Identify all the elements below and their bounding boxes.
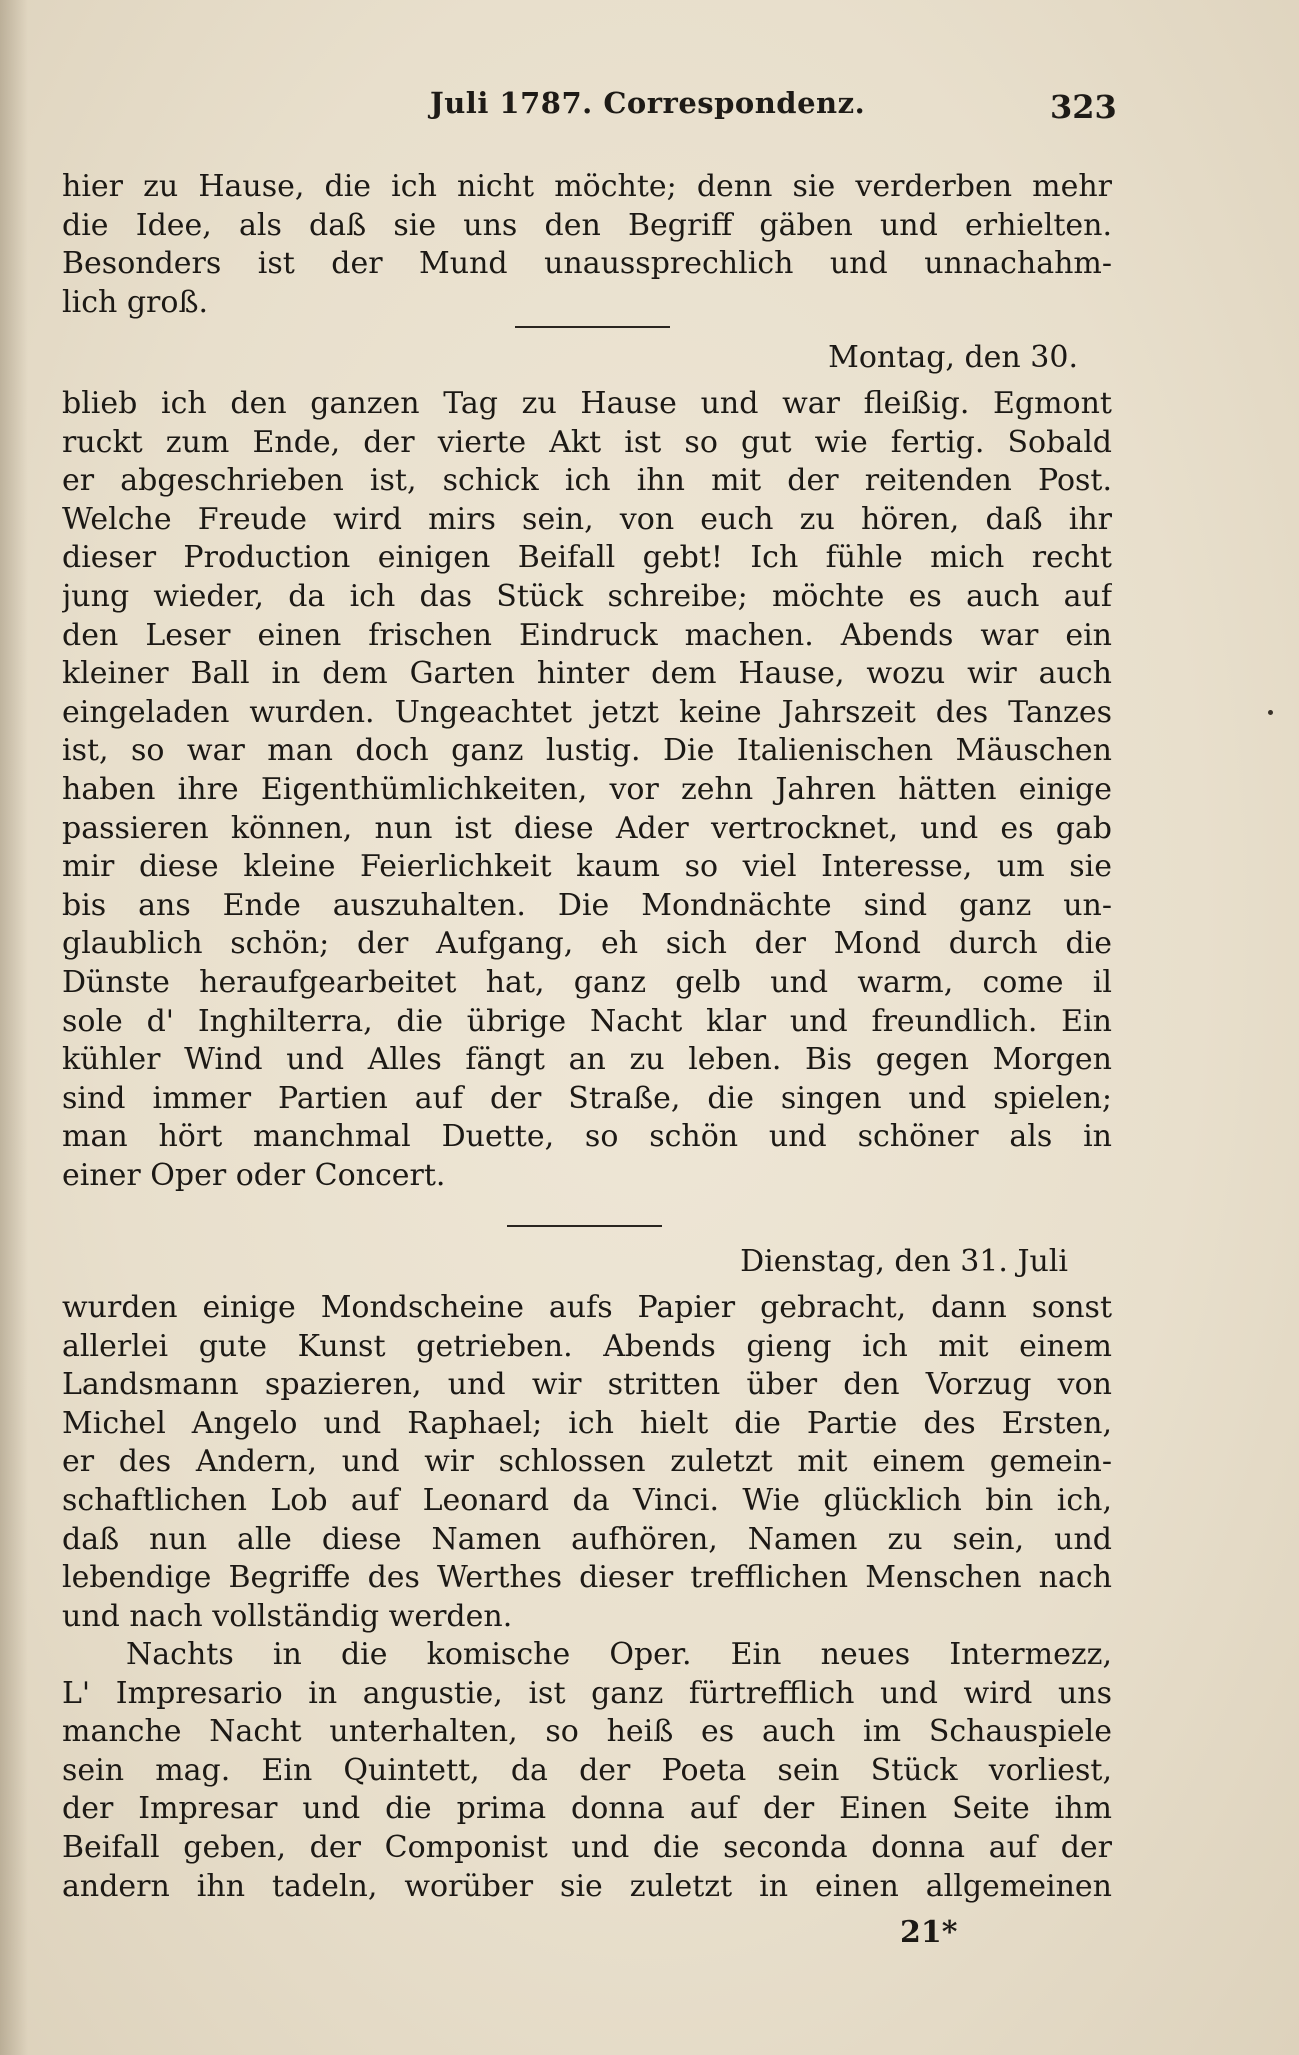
text-line: hier zu Hause, die ich nicht möchte; denn sie verderben mehr — [62, 169, 1112, 204]
text-line: glaublich schön; der Aufgang, eh sich der Mond durch die — [62, 926, 1112, 962]
text-line: die Idee, als daß sie uns den Begriff gäben und erhielten. — [62, 207, 1112, 243]
text-line: Nachts in die komische Oper. Ein neues Intermezz, — [126, 1637, 1112, 1672]
entry-tuesday — [62, 1289, 1112, 1636]
text-line: ruckt zum Ende, der vierte Akt ist so gut wie fertig. Sobald — [62, 424, 1112, 460]
text-line: manche Nacht unterhalten, so heiß es auch im Schauspiele — [62, 1714, 1112, 1750]
text-line: der Impresar und die prima donna auf der Einen Seite ihm — [62, 1791, 1112, 1827]
dateline-tuesday: Dienstag, den 31. Juli — [740, 1244, 1068, 1279]
text-line: eingeladen wurden. Ungeachtet jetzt keine Jahrszeit des Tanzes — [62, 694, 1112, 730]
text-line: kleiner Ball in dem Garten hinter dem Hause, wozu wir auch — [62, 656, 1112, 692]
text-line: bis ans Ende auszuhalten. Die Mondnächte sind ganz un- — [62, 887, 1112, 923]
text-line: Welche Freude wird mirs sein, von euch zu hören, daß ihr — [62, 501, 1112, 537]
printer-signature: 21* — [900, 1915, 958, 1950]
text-line: passieren können, nun ist diese Ader vertrocknet, und es gab — [62, 810, 1112, 846]
text-line: allerlei gute Kunst getrieben. Abends gieng ich mit einem — [62, 1328, 1112, 1364]
text-line: er des Andern, und wir schlossen zuletzt mit einem gemein- — [62, 1444, 1112, 1480]
text-line: Dünste heraufgearbeitet hat, ganz gelb und warm, come il — [62, 964, 1112, 1000]
text-line: den Leser einen frischen Eindruck machen. Abends war ein — [62, 617, 1112, 653]
text-line: und nach vollständig werden. — [62, 1598, 513, 1634]
paragraph-opera — [62, 1636, 1112, 1906]
text-line: jung wieder, da ich das Stück schreibe; möchte es auch auf — [62, 578, 1112, 614]
spine-shadow — [0, 0, 28, 2055]
section-divider — [515, 326, 670, 328]
text-line: sind immer Partien auf der Straße, die singen und spielen; — [62, 1080, 1112, 1116]
entry-monday — [62, 385, 1112, 1195]
text-line: haben ihre Eigenthümlichkeiten, vor zehn Jahren hätten einige — [62, 771, 1112, 807]
text-line: Besonders ist der Mund unaussprechlich und unnachahm- — [62, 246, 1112, 282]
page-header — [0, 82, 1299, 132]
text-line: L' Impresario in angustie, ist ganz fürtrefflich und wird uns — [62, 1675, 1112, 1711]
text-line: dieser Production einigen Beifall gebt! Ich fühle mich recht — [62, 540, 1112, 576]
text-line: Beifall geben, der Componist und die seconda donna auf der — [62, 1829, 1112, 1865]
text-line: schaftlichen Lob auf Leonard da Vinci. Wie glücklich bin ich, — [62, 1482, 1112, 1518]
text-line: daß nun alle diese Namen aufhören, Namen zu sein, und — [62, 1521, 1112, 1557]
paragraph-continuation — [62, 168, 1112, 322]
text-line: wurden einige Mondscheine aufs Papier gebracht, dann sonst — [62, 1290, 1112, 1325]
dateline-monday: Montag, den 30. — [828, 340, 1078, 375]
text-line: er abgeschrieben ist, schick ich ihn mit der reitenden Post. — [62, 463, 1112, 499]
text-line: lebendige Begriffe des Werthes dieser trefflichen Menschen nach — [62, 1560, 1112, 1596]
text-line: Landsmann spazieren, und wir stritten über den Vorzug von — [62, 1367, 1112, 1403]
paper-speck — [1268, 710, 1273, 715]
text-line: einer Oper oder Concert. — [62, 1157, 446, 1193]
text-line: ist, so war man doch ganz lustig. Die Italienischen Mäuschen — [62, 733, 1112, 769]
text-line: sein mag. Ein Quintett, da der Poeta sein Stück vorliest, — [62, 1752, 1112, 1788]
text-line: blieb ich den ganzen Tag zu Hause und war fleißig. Egmont — [62, 386, 1112, 421]
section-divider — [507, 1225, 662, 1227]
text-line: kühler Wind und Alles fängt an zu leben. Bis gegen Morgen — [62, 1042, 1112, 1078]
text-line: sole d' Inghilterra, die übrige Nacht klar und freundlich. Ein — [62, 1003, 1112, 1039]
text-line: Michel Angelo und Raphael; ich hielt die Partie des Ersten, — [62, 1405, 1112, 1441]
text-line: lich groß. — [62, 284, 209, 320]
text-line: andern ihn tadeln, worüber sie zuletzt in einen allgemeinen — [62, 1868, 1112, 1904]
page-number: 323 — [1050, 88, 1117, 126]
running-head: Juli 1787. Correspondenz. — [430, 86, 866, 120]
text-line: man hört manchmal Duette, so schön und schöner als in — [62, 1119, 1112, 1155]
text-line: mir diese kleine Feierlichkeit kaum so viel Interesse, um sie — [62, 849, 1112, 885]
